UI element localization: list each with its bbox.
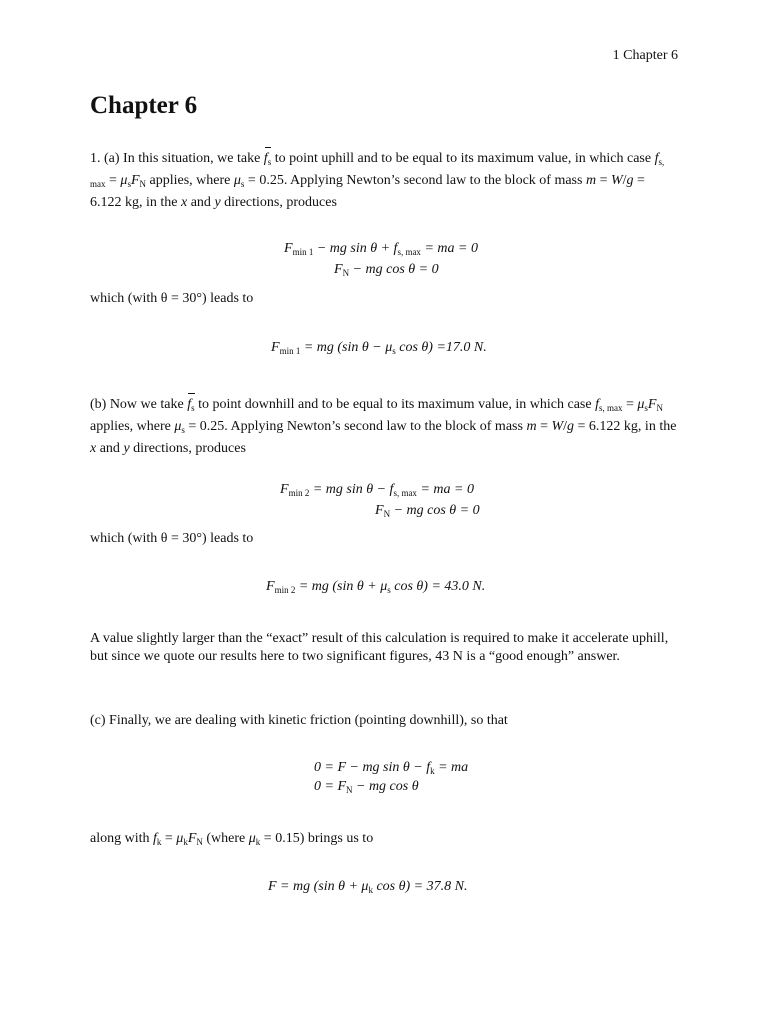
part-a-lead: which (with θ = 30°) leads to	[90, 291, 254, 306]
chapter-title: Chapter 6	[90, 92, 198, 119]
part-b-equation-1: $F_{min 2}$ = mg $\sin \theta - f_{s, max}$ = ma = 0	[280, 482, 474, 498]
running-head: 1 Chapter 6	[612, 48, 678, 63]
part-a-equation-2: $F_N$ − mg cos θ = 0	[334, 262, 439, 278]
part-c-intro: (c) Finally, we are dealing with kinetic friction (pointing downhill), so that	[90, 713, 508, 728]
part-a-equation-1: $F_{min 1}$ − mg $\sin \theta + f_{s, max}$ = ma = 0	[284, 241, 478, 257]
part-a-result: $F_{min 1}$ = mg (sin $\theta - \mu_s$ cos θ) =17.0 N.	[271, 340, 487, 356]
part-b-equation-2: $F_N$ − mg cos θ = 0	[375, 503, 480, 519]
friction-vector: $f_s$	[187, 394, 194, 416]
part-c-equation-1: 0 = F − mg $\sin \theta - f_k$ = ma	[314, 760, 469, 776]
part-c-equation-2: $0 = F_N$ − mg cos θ	[314, 779, 419, 795]
part-c-result: F = mg (sin $\theta + \mu_k$ cos θ) = 37.8 N.	[268, 879, 468, 895]
friction-vector: $f_s$	[264, 148, 271, 170]
part-c-lead: along with $f_k = \mu_kF_N$ (where $\mu_k = 0.15$) brings us to	[90, 831, 374, 847]
part-b-result: $F_{min 2}$ = mg (sin $\theta + \mu_s$ cos θ) = 43.0 N.	[266, 579, 486, 595]
part-a-intro: 1. (a) In this situation, we take $f_s$ to point uphill and to be equal to its maximum value, in which case $f_{s, max} = \mu_sF_N$ applies, where $\mu_s = 0.25$. Applying Newton’s second law to the block of mass m = W/g = 6.122 kg, in the x and y directions, produces	[90, 148, 678, 214]
part-b-intro: (b) Now we take $f_s$ to point downhill and to be equal to its maximum value, in which case $f_{s, max} = \mu_sF_N$ applies, where $\mu_s = 0.25$. Applying Newton’s second law to the block of mass m = W/g = 6.122 kg, in the x and y directions, produces	[90, 394, 678, 460]
part-b-lead: which (with θ = 30°) leads to	[90, 531, 254, 546]
precision-note: A value slightly larger than the “exact” result of this calculation is required to make it accelerate uphill, but since we quote our results here to two significant figures, 43 N is a “good enough” answer.	[90, 631, 669, 664]
